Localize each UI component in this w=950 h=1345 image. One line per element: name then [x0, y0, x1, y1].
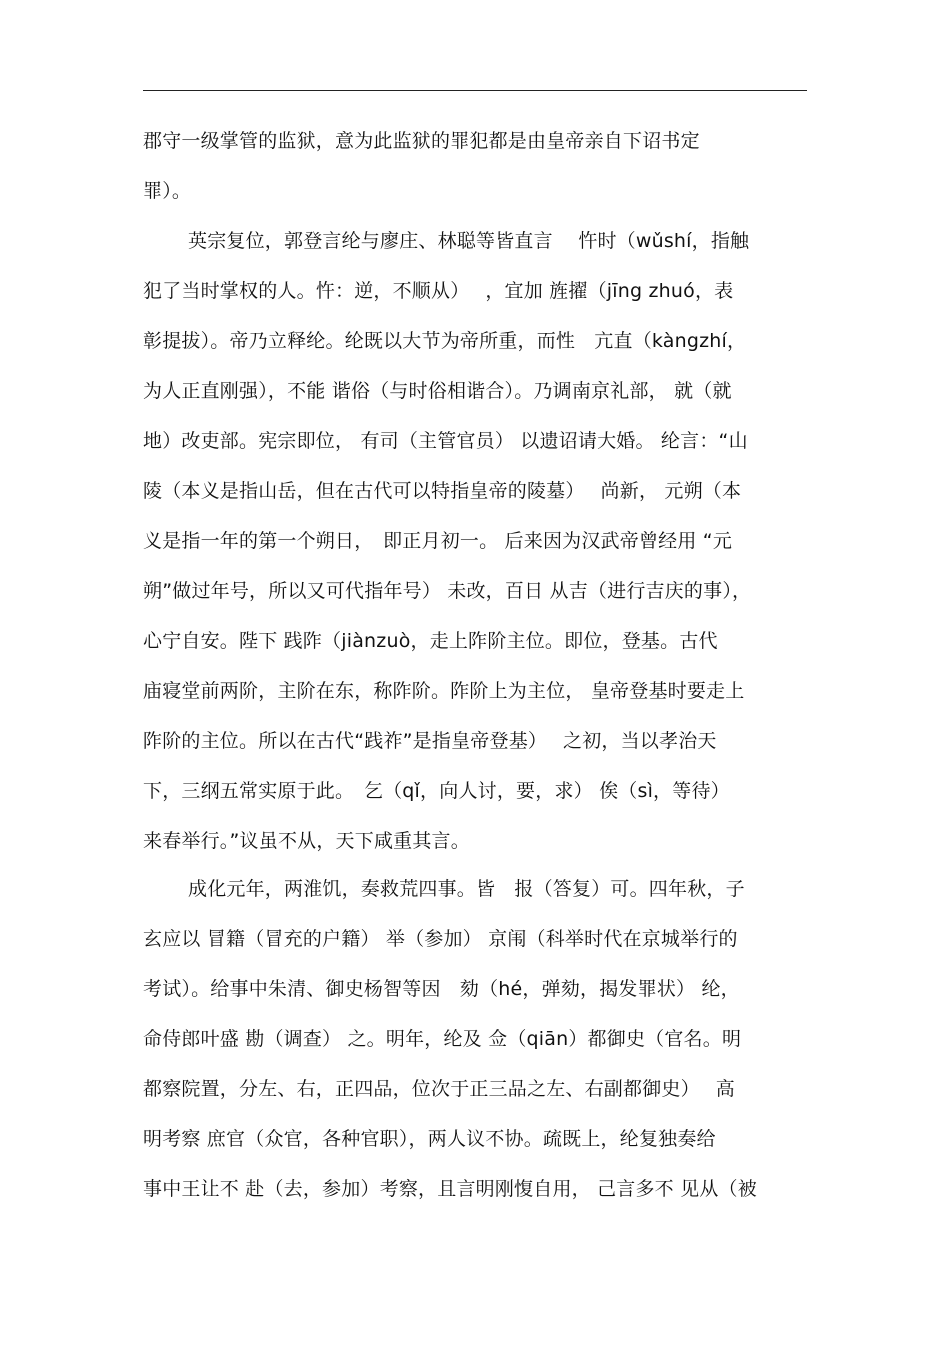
text-line-6: 为人正直刚强），不能 谐俗（与时俗相谐合）。乃调南京礼部， 就（就	[143, 380, 732, 402]
text-line-5: 彰提拔）。帝乃立释纶。纶既以大节为帝所重，而性 亢直（kàngzhí，	[143, 330, 747, 352]
text-line-12: 庙寝堂前两阶，主阶在东，称阼阶。阼阶上为主位， 皇帝登基时要走上	[143, 680, 745, 702]
text-line-1: 郡守一级掌管的监狱，意为此监狱的罪犯都是由皇帝亲自下诏书定	[143, 130, 700, 152]
text-line-18: 考试）。给事中朱清、御史杨智等因 劾（hé，弹劾，揭发罪状） 纶，	[143, 978, 740, 1000]
text-line-4: 犯了当时掌权的人。忤：逆，不顺从） ，宜加 旌擢（jīng zhuó，表	[143, 280, 734, 302]
text-line-21: 明考察 庶官（众官，各种官职），两人议不协。疏既上，纶复独奏给	[143, 1128, 716, 1150]
text-line-10: 朔”做过年号，所以又可代指年号） 未改，百日 从吉（进行吉庆的事），	[143, 580, 752, 602]
text-line-14: 下，三纲五常实原于此。 乞（qǐ，向人讨，要，求） 俟（sì，等待）	[143, 780, 730, 802]
text-line-22: 事中王让不 赴（去，参加）考察，且言明刚愎自用， 己言多不 见从（被	[143, 1178, 757, 1200]
text-line-17: 玄应以 冒籍（冒充的户籍） 举（参加） 京闱（科举时代在京城举行的	[143, 928, 738, 950]
text-line-7: 地）改吏部。宪宗即位， 有司（主管官员） 以遗诏请大婚。 纶言：“山	[143, 430, 748, 452]
header-rule	[143, 90, 807, 91]
text-line-19: 命侍郎叶盛 勘（调查） 之。明年，纶及 佥（qiān）都御史（官名。明	[143, 1028, 742, 1050]
text-line-13: 阼阶的主位。所以在古代“践祚”是指皇帝登基） 之初，当以孝治天	[143, 730, 717, 752]
text-line-11: 心宁自安。陛下 践阼（jiànzuò，走上阼阶主位。即位，登基。古代	[143, 630, 718, 652]
text-line-16: 成化元年，两淮饥，奏救荒四事。皆 报（答复）可。四年秋，子	[188, 878, 745, 900]
text-line-15: 来春举行。”议虽不从，天下咸重其言。	[143, 830, 470, 852]
text-line-3: 英宗复位，郭登言纶与廖庄、林聪等皆直言 忤时（wǔshí，指触	[188, 230, 750, 252]
text-line-9: 义是指一年的第一个朔日， 即正月初一。 后来因为汉武帝曾经用 “元	[143, 530, 733, 552]
text-line-2: 罪）。	[143, 180, 192, 202]
text-line-20: 都察院置，分左、右，正四品，位次于正三品之左、右副都御史） 高	[143, 1078, 735, 1100]
text-line-8: 陵（本义是指山岳，但在古代可以特指皇帝的陵墓） 尚新， 元朔（本	[143, 480, 742, 502]
